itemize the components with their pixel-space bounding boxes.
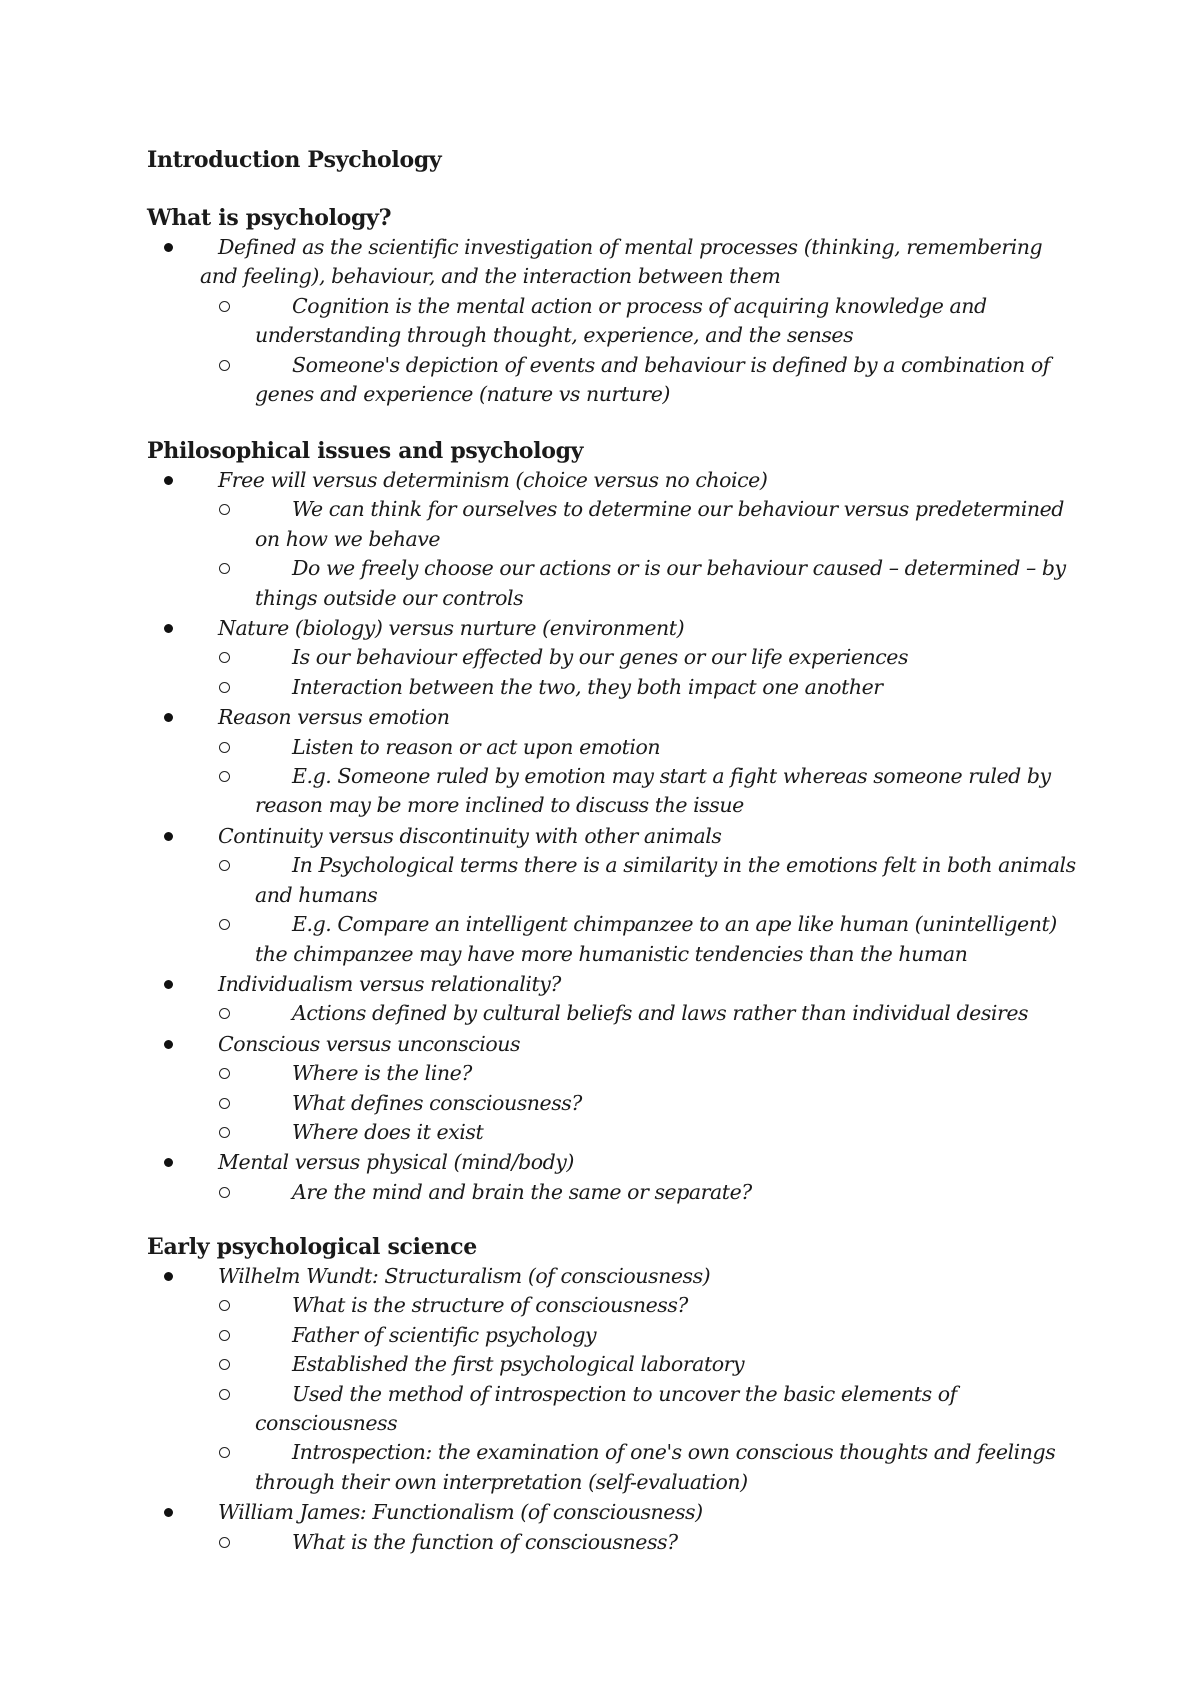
sub-list-item: [0, 1118, 1200, 1147]
list-item: [0, 969, 1200, 1029]
circle-bullet-icon: [219, 919, 230, 930]
circle-bullet-icon: [219, 1537, 230, 1548]
circle-bullet-icon: [219, 771, 230, 782]
bullet-icon: [164, 832, 173, 841]
sub-item-text: Established the first psychological laboratory: [292, 1352, 745, 1377]
sub-item-text: Introspection: the examination of one's own conscious thoughts and feelings through their own interpretation (self-evaluation): [255, 1440, 1056, 1494]
list-item-text: Reason versus emotion: [218, 705, 450, 730]
list-item-text: Continuity versus discontinuity with other animals: [218, 823, 722, 848]
circle-bullet-icon: [219, 1300, 230, 1311]
sub-item-text: Cognition is the mental action or process of acquiring knowledge and understanding through thought, experience, and the senses: [255, 293, 987, 348]
list-item: [0, 1029, 1200, 1148]
sub-item-text: Actions defined by cultural beliefs and laws rather than individual desires: [292, 1001, 1029, 1026]
sub-item-text: We can think for ourselves to determine our behaviour versus predetermined on how we behave: [255, 497, 1064, 551]
sub-item-text: Used the method of introspection to uncover the basic elements of consciousness: [255, 1381, 957, 1436]
sub-item-text: E.g. Someone ruled by emotion may start a fight whereas someone ruled by reason may be more inclined to discuss the issue: [255, 764, 1051, 818]
bullet-icon: [164, 1508, 173, 1517]
circle-bullet-icon: [219, 504, 230, 515]
circle-bullet-icon: [219, 742, 230, 753]
bullet-icon: [164, 1158, 173, 1167]
bullet-icon: [164, 713, 173, 722]
list-item-text: Mental versus physical (mind/body): [218, 1150, 574, 1175]
list-item-text: William James: Functionalism (of consciousness): [218, 1500, 703, 1525]
sub-list-item: [0, 1291, 1200, 1320]
circle-bullet-icon: [219, 1098, 230, 1109]
sub-list-item: [0, 554, 1200, 613]
sub-list-item: [0, 495, 1200, 554]
bullet-icon: [164, 243, 173, 252]
bullet-icon: [164, 476, 173, 485]
circle-bullet-icon: [219, 563, 230, 574]
list-item-text: Defined as the scientific investigation of mental processes (thinking, remembering and feeling), behaviour, and the interaction between them: [200, 235, 1043, 289]
list-item: [0, 465, 1200, 613]
document-title: Introduction Psychology: [147, 147, 442, 173]
sub-item-text: Where does it exist: [292, 1119, 484, 1144]
sub-item-text: What defines consciousness?: [292, 1090, 582, 1115]
sub-list-item: [0, 673, 1200, 702]
bullet-list: [0, 232, 1200, 409]
list-item: [0, 702, 1200, 821]
sub-item-text: Father of scientific psychology: [292, 1322, 597, 1347]
list-item-text: Nature (biology) versus nurture (environment): [218, 616, 685, 641]
circle-bullet-icon: [219, 1068, 230, 1079]
sub-list-item: [0, 999, 1200, 1028]
sub-list-item: [0, 910, 1200, 969]
sub-list-item: [0, 851, 1200, 910]
bullet-icon: [164, 980, 173, 989]
circle-bullet-icon: [219, 860, 230, 871]
sub-item-text: Is our behaviour effected by our genes or our life experiences: [292, 645, 909, 670]
sub-item-text: Where is the line?: [292, 1061, 472, 1086]
circle-bullet-icon: [219, 1389, 230, 1400]
bullet-icon: [164, 1040, 173, 1049]
list-item: [0, 1497, 1200, 1557]
circle-bullet-icon: [219, 1330, 230, 1341]
sub-list-item: [0, 1528, 1200, 1557]
circle-bullet-icon: [219, 360, 230, 371]
sub-list-item: [0, 1321, 1200, 1350]
section-heading: Philosophical issues and psychology: [147, 438, 584, 464]
list-item: [0, 1261, 1200, 1497]
list-item-text: Conscious versus unconscious: [218, 1031, 521, 1056]
circle-bullet-icon: [219, 1008, 230, 1019]
circle-bullet-icon: [219, 301, 230, 312]
sub-list-item: [0, 762, 1200, 821]
sub-list-item: [0, 292, 1200, 351]
sub-item-text: Are the mind and brain the same or separate?: [292, 1179, 752, 1204]
sub-item-text: Do we freely choose our actions or is our behaviour caused – determined – by things outside our controls: [255, 556, 1066, 610]
sub-list-item: [0, 1438, 1200, 1497]
sub-item-text: In Psychological terms there is a similarity in the emotions felt in both animals and humans: [255, 853, 1076, 907]
list-item-text: Wilhelm Wundt: Structuralism (of consciousness): [218, 1264, 711, 1288]
section-heading: Early psychological science: [147, 1234, 477, 1260]
bullet-list: [0, 465, 1200, 1207]
circle-bullet-icon: [219, 1127, 230, 1138]
sub-list-item: [0, 1350, 1200, 1379]
sub-item-text: Interaction between the two, they both impact one another: [292, 674, 883, 699]
bullet-icon: [164, 1272, 173, 1281]
list-item-text: Free will versus determinism (choice versus no choice): [218, 468, 768, 492]
sub-list-item: [0, 1089, 1200, 1118]
sub-item-text: What is the function of consciousness?: [292, 1529, 678, 1554]
list-item: [0, 232, 1200, 409]
circle-bullet-icon: [219, 1447, 230, 1458]
list-item-text: Individualism versus relationality?: [218, 971, 561, 996]
sub-list-item: [0, 351, 1200, 410]
circle-bullet-icon: [219, 652, 230, 663]
sub-list-item: [0, 1178, 1200, 1207]
sub-list-item: [0, 1059, 1200, 1088]
list-item: [0, 821, 1200, 969]
section-heading: What is psychology?: [147, 205, 392, 231]
bullet-icon: [164, 624, 173, 633]
list-item: [0, 613, 1200, 702]
sub-list-item: [0, 1380, 1200, 1439]
sub-list-item: [0, 733, 1200, 762]
sub-item-text: What is the structure of consciousness?: [292, 1293, 688, 1318]
bullet-list: [0, 1261, 1200, 1557]
sub-item-text: Listen to reason or act upon emotion: [292, 734, 661, 759]
circle-bullet-icon: [219, 1187, 230, 1198]
sub-list-item: [0, 643, 1200, 672]
circle-bullet-icon: [219, 1359, 230, 1370]
circle-bullet-icon: [219, 682, 230, 693]
sub-item-text: E.g. Compare an intelligent chimpanzee to an ape like human (unintelligent) the chimpanzee may have more humanistic tendencies than the human: [255, 912, 1057, 966]
list-item: [0, 1147, 1200, 1207]
sub-item-text: Someone's depiction of events and behaviour is defined by a combination of genes and experience (nature vs nurture): [255, 352, 1050, 407]
